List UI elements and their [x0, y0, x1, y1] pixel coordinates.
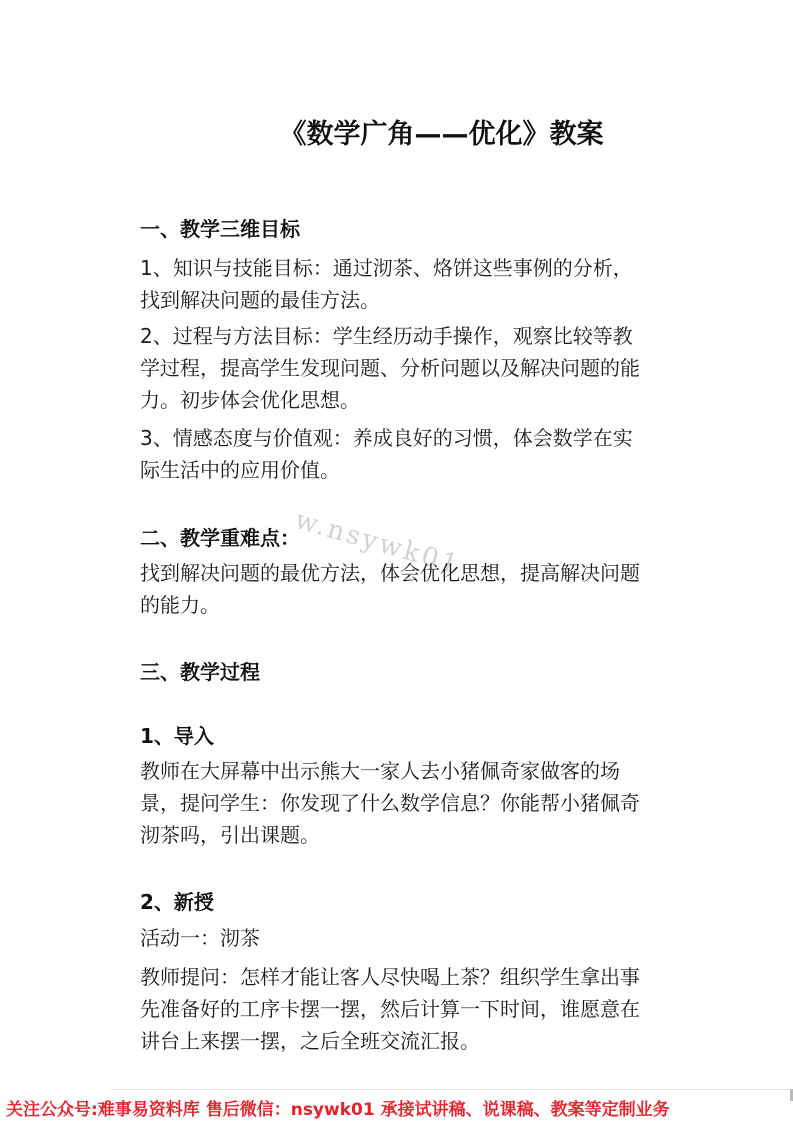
- watermark: w.nsywk01: [291, 505, 464, 581]
- paragraph-line: 的能力。: [140, 593, 220, 617]
- paragraph-line: 教师在大屏幕中出示熊大一家人去小猪佩奇家做客的场: [140, 759, 620, 783]
- paragraph-line: 1、知识与技能目标：通过沏茶、烙饼这些事例的分析，: [140, 256, 633, 280]
- paragraph-line: 先准备好的工序卡摆一摆，然后计算一下时间，谁愿意在: [140, 997, 640, 1021]
- objective-values: [140, 422, 740, 486]
- activity-one-text: [140, 961, 740, 1057]
- paragraph-line: 3、情感态度与价值观：养成良好的习惯，体会数学在实: [140, 426, 633, 450]
- paragraph-line: 找到解决问题的最优方法，体会优化思想，提高解决问题: [140, 561, 640, 585]
- paragraph-line: 2、过程与方法目标：学生经历动手操作，观察比较等教: [140, 324, 633, 348]
- paragraph-line: 际生活中的应用价值。: [140, 458, 340, 482]
- activity-one-title: [140, 922, 740, 954]
- paragraph-line: 讲台上来摆一摆，之后全班交流汇报。: [140, 1029, 480, 1053]
- document-title: 《数学广角——优化》教案: [279, 119, 604, 150]
- promo-footer: 关注公众号:难事易资料库 售后微信：nsywk01 承接试讲稿、说课稿、教案等定制业务: [6, 1100, 670, 1120]
- subsection-heading-intro: 1、导入: [140, 724, 214, 748]
- section-heading-key-points: 二、教学重难点：: [140, 526, 300, 550]
- paragraph-line: 力。初步体会优化思想。: [140, 388, 360, 412]
- section-heading-process: 三、教学过程: [140, 660, 260, 684]
- paragraph-line: 活动一：沏茶: [140, 926, 260, 950]
- footer-divider: [110, 1089, 793, 1090]
- key-points-text: [140, 557, 740, 621]
- objective-knowledge: [140, 252, 740, 316]
- intro-text: [140, 755, 740, 851]
- paragraph-line: 沏茶吗，引出课题。: [140, 823, 320, 847]
- paragraph-line: 学过程，提高学生发现问题、分析问题以及解决问题的能: [140, 356, 640, 380]
- paragraph-line: 景，提问学生：你发现了什么数学信息？你能帮小猪佩奇: [140, 791, 640, 815]
- section-heading-objectives: 一、教学三维目标: [140, 217, 300, 241]
- paragraph-line: 找到解决问题的最佳方法。: [140, 288, 380, 312]
- paragraph-line: 教师提问：怎样才能让客人尽快喝上茶？组织学生拿出事: [140, 965, 640, 989]
- objective-process: [140, 320, 740, 416]
- subsection-heading-new-lesson: 2、新授: [140, 890, 214, 914]
